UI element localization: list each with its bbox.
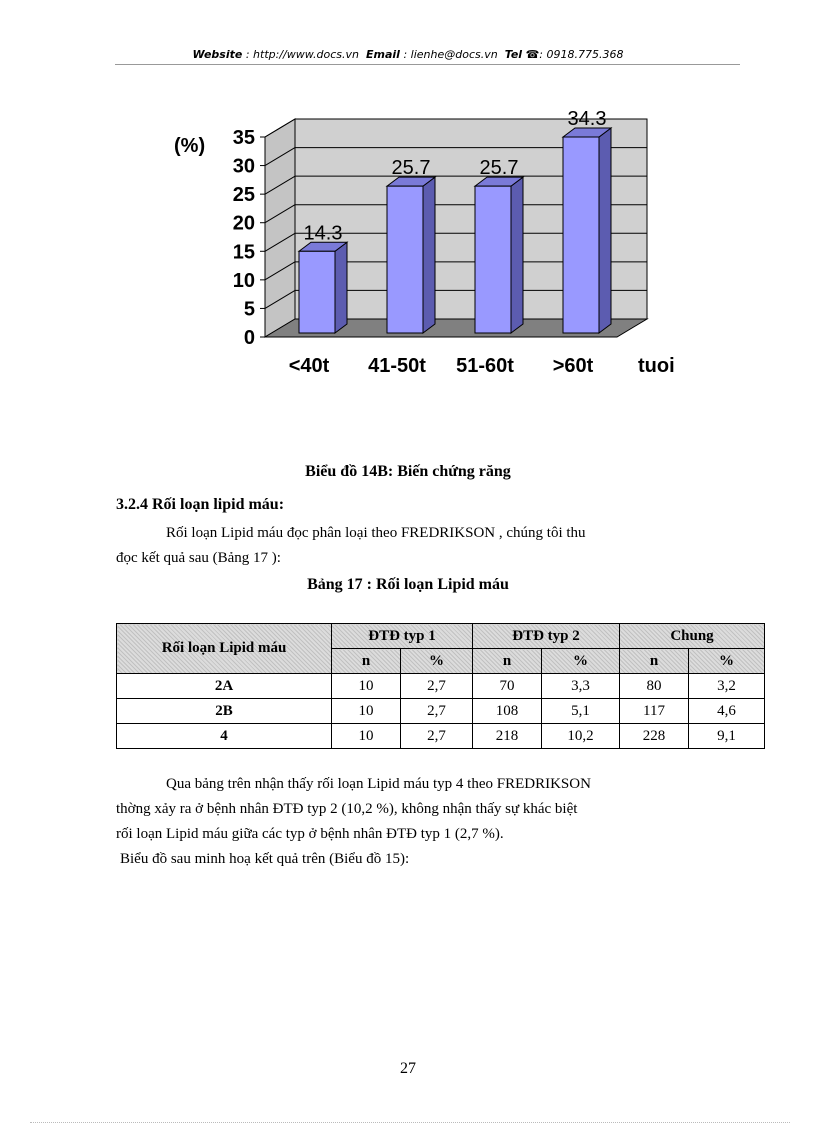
y-tick-label: 0: [243, 327, 255, 349]
bar-value-label: 25.7: [479, 157, 519, 180]
row-label: 2B: [117, 699, 332, 724]
bar-side: [335, 242, 347, 333]
group-header: Chung: [620, 624, 765, 649]
y-tick-label: 20: [232, 212, 255, 235]
group-header: ĐTĐ typ 1: [332, 624, 473, 649]
table-cell: 3,3: [542, 674, 620, 699]
tel-value: : 0918.775.368: [539, 48, 624, 61]
table-cell: 80: [620, 674, 689, 699]
website-value: : http://www.docs.vn: [245, 48, 360, 61]
bar-side: [511, 177, 523, 333]
table-cell: 2,7: [401, 699, 473, 724]
intro-line-2: đọc kết quả sau (Bảng 17 ):: [116, 550, 281, 566]
sub-header: n: [473, 649, 542, 674]
intro-line-1: Rối loạn Lipid máu đọc phân loại theo FREDRIKSON , chúng tôi thu: [166, 525, 586, 541]
x-tick-label: 41-50t: [368, 355, 426, 377]
row-header-cell: Rối loạn Lipid máu: [117, 624, 332, 674]
y-tick-label: 35: [232, 127, 255, 149]
email-value: : lienhe@docs.vn: [403, 48, 498, 61]
intro-paragraph: [116, 521, 726, 571]
y-axis-label: (%): [174, 135, 206, 157]
chart-side-wall: [265, 119, 295, 337]
table-cell: 2,7: [401, 724, 473, 749]
table-row: [117, 724, 765, 749]
y-tick-label: 15: [232, 241, 255, 264]
x-tick-label: 51-60t: [456, 355, 514, 377]
sub-header: %: [542, 649, 620, 674]
table-cell: 117: [620, 699, 689, 724]
table-cell: 218: [473, 724, 542, 749]
sub-header: n: [332, 649, 401, 674]
table-cell: 5,1: [542, 699, 620, 724]
group-header: ĐTĐ typ 2: [473, 624, 620, 649]
table-cell: 70: [473, 674, 542, 699]
y-tick-label: 10: [232, 269, 255, 292]
conclusion-line-4: Biểu đồ sau minh hoạ kết quả trên (Biểu đồ 15):: [120, 851, 410, 867]
website-label: Website: [192, 48, 243, 61]
conclusion-paragraph: [116, 772, 726, 872]
bar: [563, 137, 599, 333]
table-cell: 228: [620, 724, 689, 749]
page-header: [0, 48, 816, 61]
bar-side: [423, 177, 435, 333]
bar-value-label: 34.3: [567, 108, 607, 130]
table-title: Bảng 17 : Rối loạn Lipid máu: [307, 576, 509, 593]
conclusion-line-2: thờng xảy ra ở bệnh nhân ĐTĐ typ 2 (10,2 %), không nhận thấy sự khác biệt: [116, 801, 578, 817]
email-label: Email: [366, 48, 400, 61]
bar-value-label: 14.3: [303, 222, 343, 245]
table-cell: 10,2: [542, 724, 620, 749]
page-number: 27: [400, 1060, 416, 1077]
sub-header: %: [401, 649, 473, 674]
table-cell: 10: [332, 699, 401, 724]
table-cell: 9,1: [689, 724, 765, 749]
bar: [299, 251, 335, 333]
table-cell: 3,2: [689, 674, 765, 699]
table-row: [117, 699, 765, 724]
x-tick-label: <40t: [288, 355, 330, 377]
table-cell: 10: [332, 674, 401, 699]
section-title: 3.2.4 Rối loạn lipid máu:: [116, 496, 285, 513]
conclusion-line-3: rối loạn Lipid máu giữa các typ ở bệnh nhân ĐTĐ typ 1 (2,7 %).: [116, 826, 504, 842]
bar: [475, 186, 511, 333]
phone-icon: ☎: [525, 48, 540, 61]
table-cell: 2,7: [401, 674, 473, 699]
x-tick-label: >60t: [552, 355, 594, 377]
bar-side: [599, 128, 611, 333]
tel-label: Tel: [504, 48, 523, 61]
row-label: 4: [117, 724, 332, 749]
sub-header: %: [689, 649, 765, 674]
y-tick-label: 30: [232, 155, 255, 178]
bar: [387, 186, 423, 333]
chart-caption: Biểu đồ 14B: Biến chứng răng: [305, 463, 511, 480]
lipid-table: [116, 623, 765, 749]
bar-value-label: 25.7: [391, 157, 431, 180]
table-cell: 4,6: [689, 699, 765, 724]
table-cell: 108: [473, 699, 542, 724]
y-tick-label: 5: [243, 298, 255, 321]
table-cell: 10: [332, 724, 401, 749]
row-label: 2A: [117, 674, 332, 699]
x-axis-label: tuoi: [638, 355, 675, 377]
table-row: [117, 674, 765, 699]
header-divider: [115, 64, 740, 65]
conclusion-line-1: Qua bảng trên nhận thấy rối loạn Lipid máu typ 4 theo FREDRIKSON: [166, 776, 591, 792]
sub-header: n: [620, 649, 689, 674]
age-bar-chart: [160, 100, 700, 390]
y-tick-label: 25: [232, 184, 255, 207]
